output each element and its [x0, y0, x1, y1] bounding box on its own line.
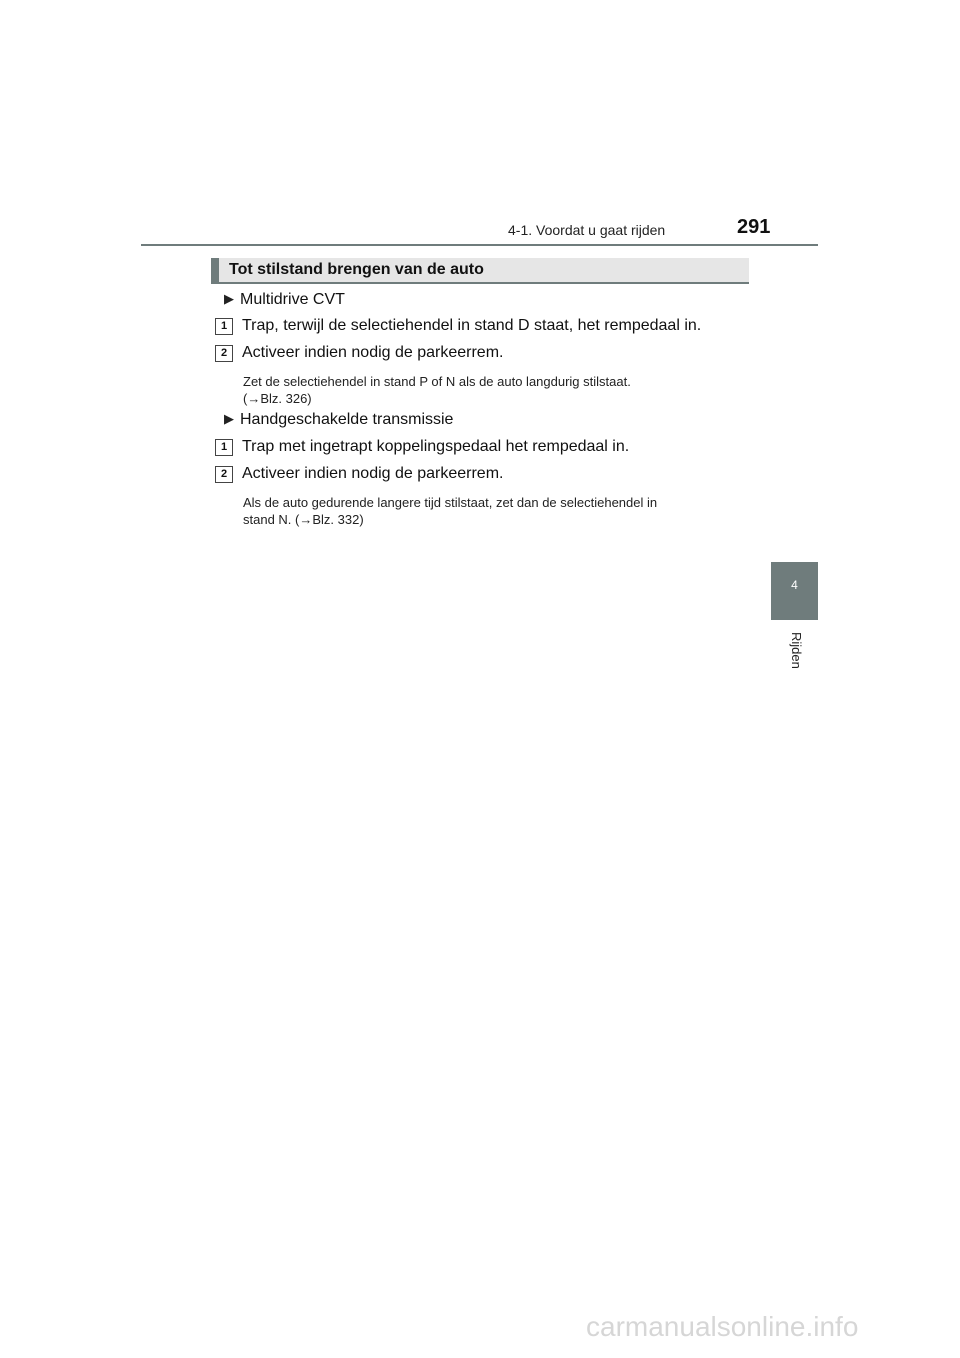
note-line: (→Blz. 326) [243, 391, 312, 406]
note-line: Zet de selectiehendel in stand P of N als de auto langdurig stilstaat. [243, 374, 631, 389]
bullet-arrow-icon: ▶ [224, 291, 234, 306]
step-number-badge: 2 [215, 345, 233, 362]
cvt-subheading [224, 291, 345, 309]
section-reference: 4-1. Voordat u gaat rijden [508, 222, 666, 238]
step-text: Activeer indien nodig de parkeerrem. [242, 465, 504, 482]
manual-note [243, 494, 745, 528]
bullet-arrow-icon: ▶ [224, 411, 234, 426]
manual-subheading [224, 411, 453, 429]
cvt-step-1 [215, 317, 701, 335]
watermark: carmanualsonline.info [586, 1311, 859, 1342]
cvt-heading-text: Multidrive CVT [240, 291, 345, 308]
chapter-tab: 4 [771, 562, 818, 620]
step-number-badge: 1 [215, 318, 233, 335]
manual-step-1 [215, 438, 629, 456]
note-line: stand N. (→Blz. 332) [243, 512, 364, 527]
step-number-badge: 1 [215, 439, 233, 456]
step-number-badge: 2 [215, 466, 233, 483]
header-divider [141, 244, 818, 246]
manual-heading-text: Handgeschakelde transmissie [240, 411, 454, 428]
manual-step-2 [215, 465, 503, 483]
chapter-label: Rijden [789, 632, 804, 669]
cvt-note [243, 373, 745, 407]
page-number: 291 [737, 216, 771, 238]
cvt-step-2 [215, 344, 503, 362]
step-text: Activeer indien nodig de parkeerrem. [242, 344, 504, 361]
note-line: Als de auto gedurende langere tijd stilstaat, zet dan de selectiehendel in [243, 495, 658, 510]
step-text: Trap met ingetrapt koppelingspedaal het rempedaal in. [242, 438, 630, 455]
section-heading: Tot stilstand brengen van de auto [211, 258, 749, 284]
step-text: Trap, terwijl de selectiehendel in stand D staat, het rempedaal in. [242, 317, 702, 334]
